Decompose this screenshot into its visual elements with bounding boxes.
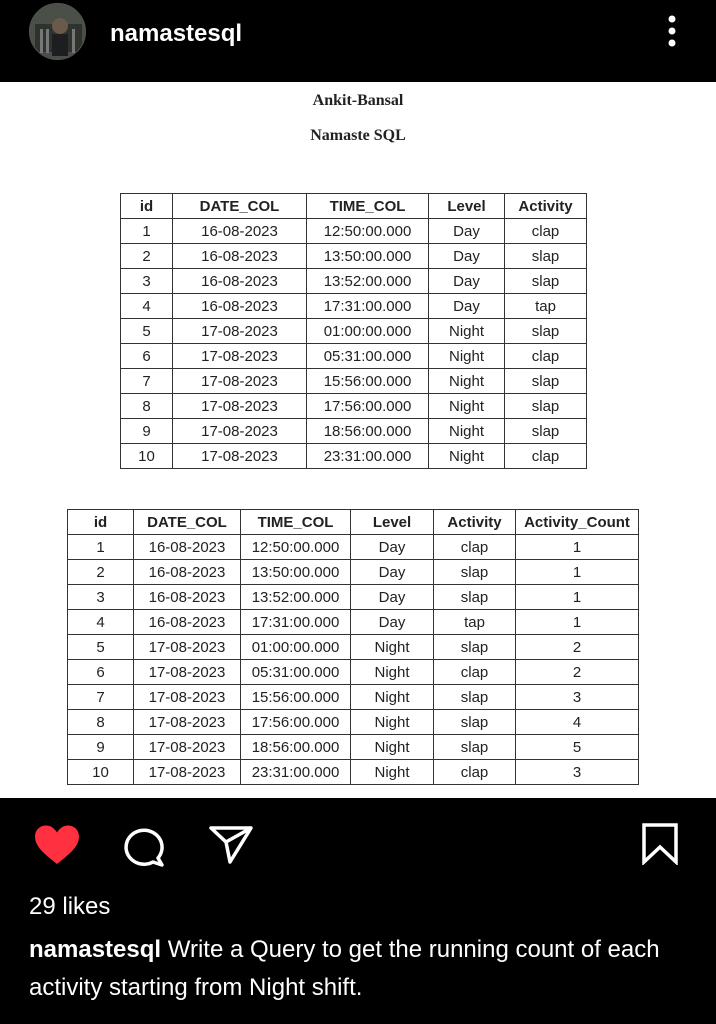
post-header: [0, 0, 716, 82]
column-header: DATE_COL: [134, 510, 241, 535]
column-header: id: [68, 510, 134, 535]
table-cell: 9: [121, 419, 173, 444]
table-cell: clap: [505, 219, 587, 244]
table-cell: 17-08-2023: [134, 710, 241, 735]
comment-icon[interactable]: [120, 825, 166, 872]
likes-count[interactable]: 29 likes: [29, 893, 111, 920]
table-cell: Night: [429, 344, 505, 369]
table-cell: 17:31:00.000: [307, 294, 429, 319]
table-cell: Day: [351, 585, 434, 610]
table-row: [121, 319, 587, 344]
table-cell: 7: [121, 369, 173, 394]
table-row: [121, 344, 587, 369]
table-cell: 23:31:00.000: [241, 760, 351, 785]
table-cell: 10: [68, 760, 134, 785]
column-header: Level: [351, 510, 434, 535]
table-cell: slap: [505, 369, 587, 394]
table-cell: 17-08-2023: [173, 444, 307, 469]
table-cell: 13:52:00.000: [307, 269, 429, 294]
table-cell: slap: [434, 635, 516, 660]
bookmark-icon[interactable]: [640, 823, 680, 870]
table-cell: 17-08-2023: [134, 685, 241, 710]
table-cell: 2: [516, 635, 639, 660]
table-row: [121, 419, 587, 444]
table-cell: 18:56:00.000: [241, 735, 351, 760]
table-cell: Day: [351, 560, 434, 585]
table-cell: 10: [121, 444, 173, 469]
table-cell: 1: [516, 560, 639, 585]
table-row: [68, 610, 639, 635]
table-row: [68, 660, 639, 685]
table-cell: 8: [121, 394, 173, 419]
send-icon[interactable]: [208, 825, 254, 870]
table-cell: slap: [434, 560, 516, 585]
table-cell: Night: [351, 710, 434, 735]
column-header: Activity: [434, 510, 516, 535]
table-cell: 18:56:00.000: [307, 419, 429, 444]
table-row: [68, 710, 639, 735]
table-cell: Night: [429, 444, 505, 469]
table-cell: 13:50:00.000: [307, 244, 429, 269]
table-cell: Day: [429, 219, 505, 244]
table-header-row: [121, 194, 587, 219]
table-cell: 16-08-2023: [134, 585, 241, 610]
table-cell: 9: [68, 735, 134, 760]
table-row: [68, 735, 639, 760]
table-cell: 2: [121, 244, 173, 269]
table-cell: 17-08-2023: [134, 635, 241, 660]
column-header: id: [121, 194, 173, 219]
table-cell: 8: [68, 710, 134, 735]
table-cell: 16-08-2023: [173, 219, 307, 244]
heart-icon[interactable]: [33, 824, 81, 871]
table-cell: 16-08-2023: [134, 610, 241, 635]
table-cell: 12:50:00.000: [241, 535, 351, 560]
table-cell: Day: [429, 269, 505, 294]
table-row: [68, 760, 639, 785]
table-row: [121, 244, 587, 269]
table-cell: Night: [351, 635, 434, 660]
table-cell: 17:56:00.000: [307, 394, 429, 419]
table-cell: 15:56:00.000: [307, 369, 429, 394]
column-header: Activity_Count: [516, 510, 639, 535]
table-row: [68, 635, 639, 660]
table-cell: slap: [434, 585, 516, 610]
table-cell: slap: [434, 735, 516, 760]
post-username[interactable]: namastesql: [110, 20, 243, 47]
table-cell: 12:50:00.000: [307, 219, 429, 244]
table-cell: 17:56:00.000: [241, 710, 351, 735]
table-cell: Day: [429, 244, 505, 269]
table-cell: 16-08-2023: [134, 560, 241, 585]
table-cell: 01:00:00.000: [241, 635, 351, 660]
table-cell: 05:31:00.000: [241, 660, 351, 685]
table-cell: 2: [516, 660, 639, 685]
column-header: DATE_COL: [173, 194, 307, 219]
table-cell: Night: [429, 419, 505, 444]
table-cell: clap: [505, 444, 587, 469]
table-row: [121, 219, 587, 244]
table-cell: Night: [351, 660, 434, 685]
table-cell: Night: [429, 319, 505, 344]
table-cell: 3: [516, 760, 639, 785]
table-cell: 4: [121, 294, 173, 319]
table-row: [68, 685, 639, 710]
table-cell: 16-08-2023: [134, 535, 241, 560]
table-cell: 6: [121, 344, 173, 369]
table-row: [68, 585, 639, 610]
table-cell: 16-08-2023: [173, 244, 307, 269]
output-table: [67, 509, 639, 785]
table-row: [121, 394, 587, 419]
table-cell: 5: [516, 735, 639, 760]
table-cell: Night: [429, 369, 505, 394]
table-cell: 17-08-2023: [173, 344, 307, 369]
table-cell: 17-08-2023: [134, 660, 241, 685]
table-cell: 3: [516, 685, 639, 710]
table-cell: Day: [351, 535, 434, 560]
caption-text: Write a Query to get the running count of each activity starting from Night shift.: [29, 936, 660, 1001]
table-row: [68, 560, 639, 585]
table-row: [121, 369, 587, 394]
table-cell: 16-08-2023: [173, 294, 307, 319]
table-cell: 6: [68, 660, 134, 685]
table-cell: clap: [505, 344, 587, 369]
avatar-photo: [30, 4, 86, 60]
column-header: Level: [429, 194, 505, 219]
table-cell: 13:52:00.000: [241, 585, 351, 610]
table-cell: 4: [516, 710, 639, 735]
caption-username[interactable]: namastesql: [29, 936, 162, 963]
table-cell: 13:50:00.000: [241, 560, 351, 585]
table-cell: 17-08-2023: [173, 419, 307, 444]
table-cell: 17:31:00.000: [241, 610, 351, 635]
column-header: TIME_COL: [241, 510, 351, 535]
table-row: [68, 535, 639, 560]
post-image[interactable]: [0, 82, 716, 798]
table-cell: 4: [68, 610, 134, 635]
table-cell: clap: [434, 535, 516, 560]
input-table: [120, 193, 587, 469]
table-cell: 16-08-2023: [173, 269, 307, 294]
table-row: [121, 294, 587, 319]
table-cell: 3: [121, 269, 173, 294]
table-cell: Night: [429, 394, 505, 419]
table-cell: 17-08-2023: [173, 394, 307, 419]
table-cell: 15:56:00.000: [241, 685, 351, 710]
table-cell: slap: [505, 244, 587, 269]
post-caption: [29, 931, 689, 1007]
table-cell: slap: [434, 685, 516, 710]
table-cell: clap: [434, 760, 516, 785]
table-cell: clap: [434, 660, 516, 685]
table-cell: 23:31:00.000: [307, 444, 429, 469]
table-cell: Day: [429, 294, 505, 319]
table-cell: 1: [68, 535, 134, 560]
avatar[interactable]: [29, 3, 86, 60]
table-row: [121, 269, 587, 294]
table-cell: 17-08-2023: [134, 760, 241, 785]
table-cell: 5: [121, 319, 173, 344]
table-cell: slap: [505, 419, 587, 444]
table-cell: 17-08-2023: [173, 319, 307, 344]
column-header: Activity: [505, 194, 587, 219]
table-cell: 17-08-2023: [134, 735, 241, 760]
table-cell: tap: [434, 610, 516, 635]
table-cell: Night: [351, 735, 434, 760]
table-header-row: [68, 510, 639, 535]
column-header: TIME_COL: [307, 194, 429, 219]
table-row: [121, 444, 587, 469]
table-cell: 2: [68, 560, 134, 585]
table-cell: 1: [516, 610, 639, 635]
table-cell: 17-08-2023: [173, 369, 307, 394]
table-cell: 1: [121, 219, 173, 244]
table-cell: slap: [505, 269, 587, 294]
table-cell: 05:31:00.000: [307, 344, 429, 369]
table-cell: Night: [351, 685, 434, 710]
table-cell: 1: [516, 585, 639, 610]
table-cell: Night: [351, 760, 434, 785]
table-cell: slap: [434, 710, 516, 735]
document-author: Ankit-Bansal: [312, 92, 404, 109]
table-cell: 3: [68, 585, 134, 610]
table-cell: 7: [68, 685, 134, 710]
table-cell: tap: [505, 294, 587, 319]
table-cell: 1: [516, 535, 639, 560]
document-subtitle: Namaste SQL: [310, 127, 406, 144]
table-cell: 01:00:00.000: [307, 319, 429, 344]
table-cell: slap: [505, 394, 587, 419]
table-cell: slap: [505, 319, 587, 344]
table-cell: 5: [68, 635, 134, 660]
table-cell: Day: [351, 610, 434, 635]
more-vertical-icon[interactable]: [662, 14, 682, 54]
